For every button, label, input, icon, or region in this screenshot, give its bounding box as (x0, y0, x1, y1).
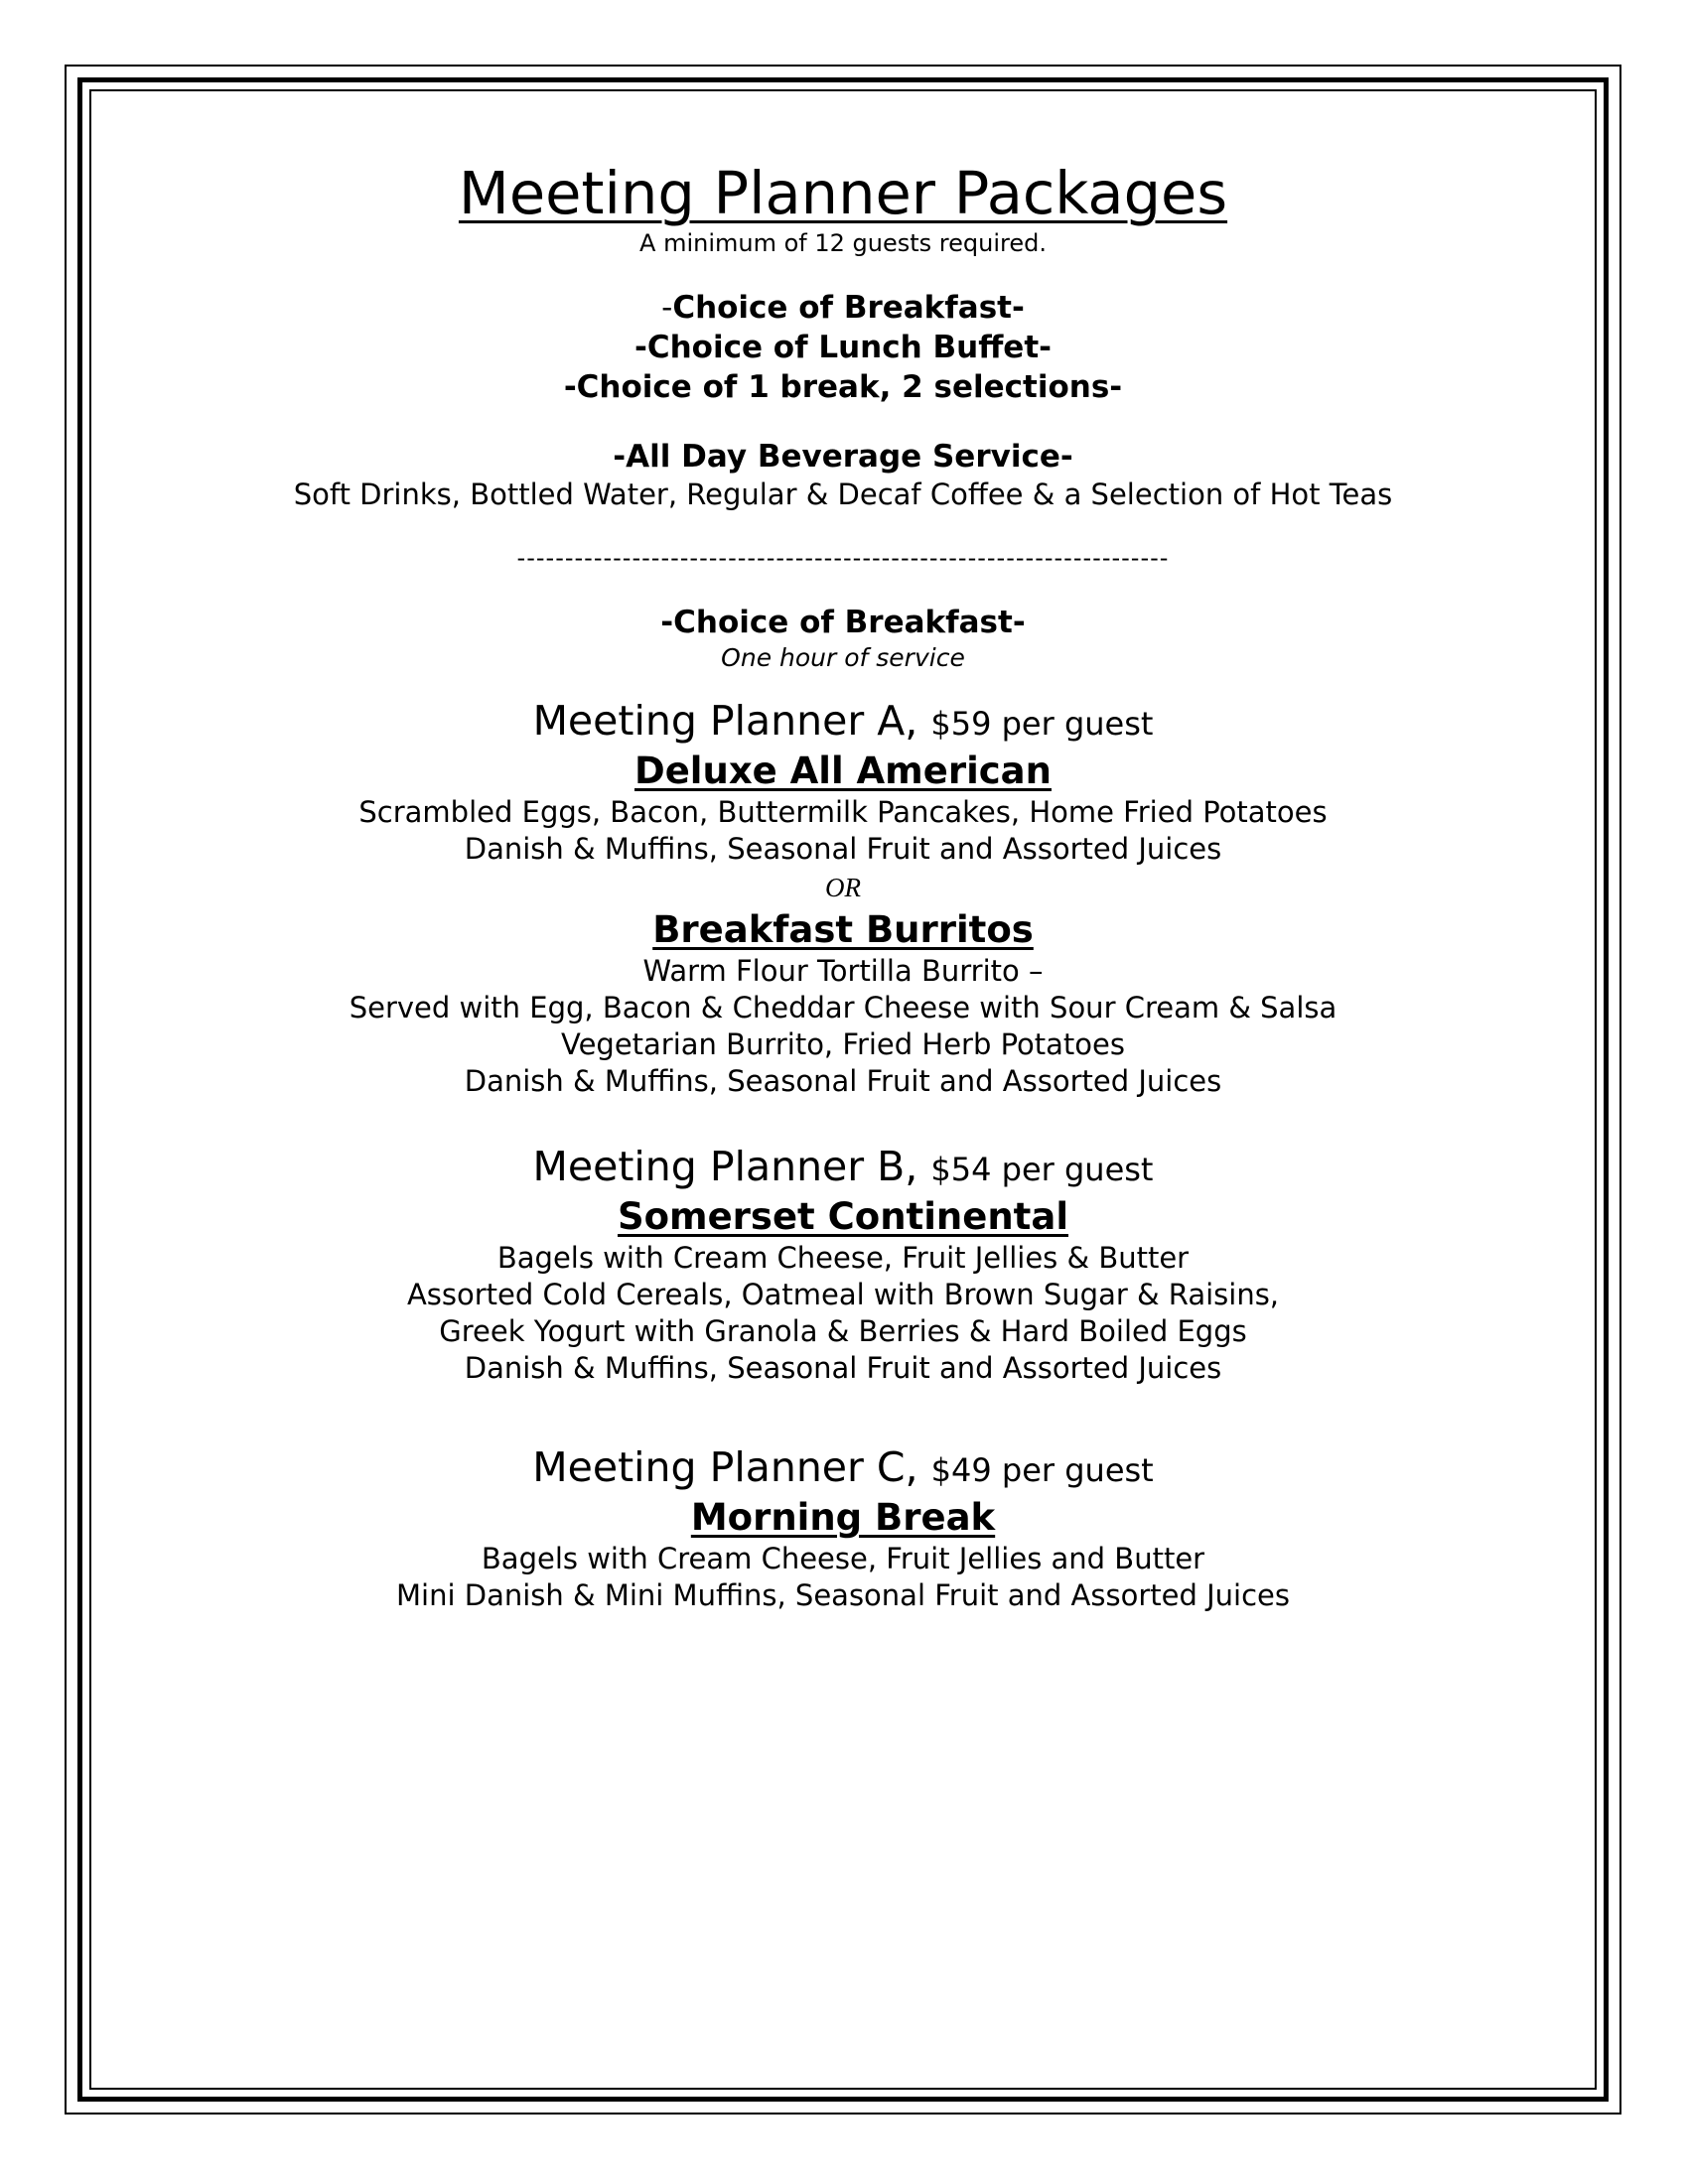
planner-b-option-line: Assorted Cold Cereals, Oatmeal with Brown Sugar & Raisins, (406, 1278, 1280, 1311)
planner-c-option-line: Bagels with Cream Cheese, Fruit Jellies and Butter (481, 1542, 1205, 1575)
planner-a-name: Meeting Planner A, (532, 697, 918, 745)
planner-a-heading (91, 696, 1595, 749)
planner-b-heading (91, 1142, 1595, 1194)
planner-b-name: Meeting Planner B, (532, 1143, 918, 1190)
service-duration-note: One hour of service (721, 643, 965, 672)
beverage-title: -All Day Beverage Service- (613, 439, 1073, 475)
planner-c-price: $49 per guest (930, 1451, 1154, 1489)
beverage-description: Soft Drinks, Bottled Water, Regular & Decaf Coffee & a Selection of Hot Teas (293, 478, 1393, 511)
planner-c-option-title: Morning Break (690, 1496, 996, 1539)
planner-a-price: $59 per guest (930, 705, 1154, 743)
includes-lunch: -Choice of Lunch Buffet- (633, 330, 1053, 365)
planner-b-option-line: Danish & Muffins, Seasonal Fruit and Assorted Juices (464, 1351, 1222, 1385)
planner-c-name: Meeting Planner C, (532, 1443, 918, 1491)
planner-b-option-line: Greek Yogurt with Granola & Berries & Hard Boiled Eggs (439, 1314, 1247, 1348)
page-title: Meeting Planner Packages (458, 159, 1228, 227)
planner-b-price: $54 per guest (930, 1151, 1154, 1188)
includes-break: -Choice of 1 break, 2 selections- (563, 369, 1123, 405)
planner-c-option-line: Mini Danish & Mini Muffins, Seasonal Fruit and Assorted Juices (396, 1578, 1290, 1612)
planner-b-option-title: Somerset Continental (617, 1195, 1069, 1238)
breakfast-text: Choice of Breakfast- (672, 290, 1025, 326)
menu-content (91, 91, 1595, 1614)
planner-a-option-1-title: Deluxe All American (633, 750, 1052, 792)
planner-a-option-2-line: Vegetarian Burrito, Fried Herb Potatoes (560, 1027, 1125, 1061)
planner-c-heading (91, 1442, 1595, 1495)
includes-breakfast (91, 288, 1595, 328)
planner-b-option-line: Bagels with Cream Cheese, Fruit Jellies & Butter (496, 1241, 1190, 1275)
breakfast-dash: - (661, 290, 673, 326)
minimum-guests-note: A minimum of 12 guests required. (639, 229, 1047, 257)
planner-a-option-1-line: Scrambled Eggs, Bacon, Buttermilk Pancakes, Home Fried Potatoes (358, 795, 1328, 829)
or-separator: OR (825, 873, 861, 902)
planner-a-option-1-line: Danish & Muffins, Seasonal Fruit and Assorted Juices (464, 832, 1222, 866)
planner-a-option-2-line: Warm Flour Tortilla Burrito – (642, 954, 1044, 988)
section-divider: -------------------------------------------------------------------- (516, 544, 1170, 572)
planner-a-option-2-line: Served with Egg, Bacon & Cheddar Cheese with Sour Cream & Salsa (349, 991, 1337, 1024)
planner-a-option-2-title: Breakfast Burritos (652, 908, 1034, 951)
planner-a-option-2-line: Danish & Muffins, Seasonal Fruit and Assorted Juices (464, 1064, 1222, 1098)
breakfast-section-title: -Choice of Breakfast- (660, 605, 1026, 640)
